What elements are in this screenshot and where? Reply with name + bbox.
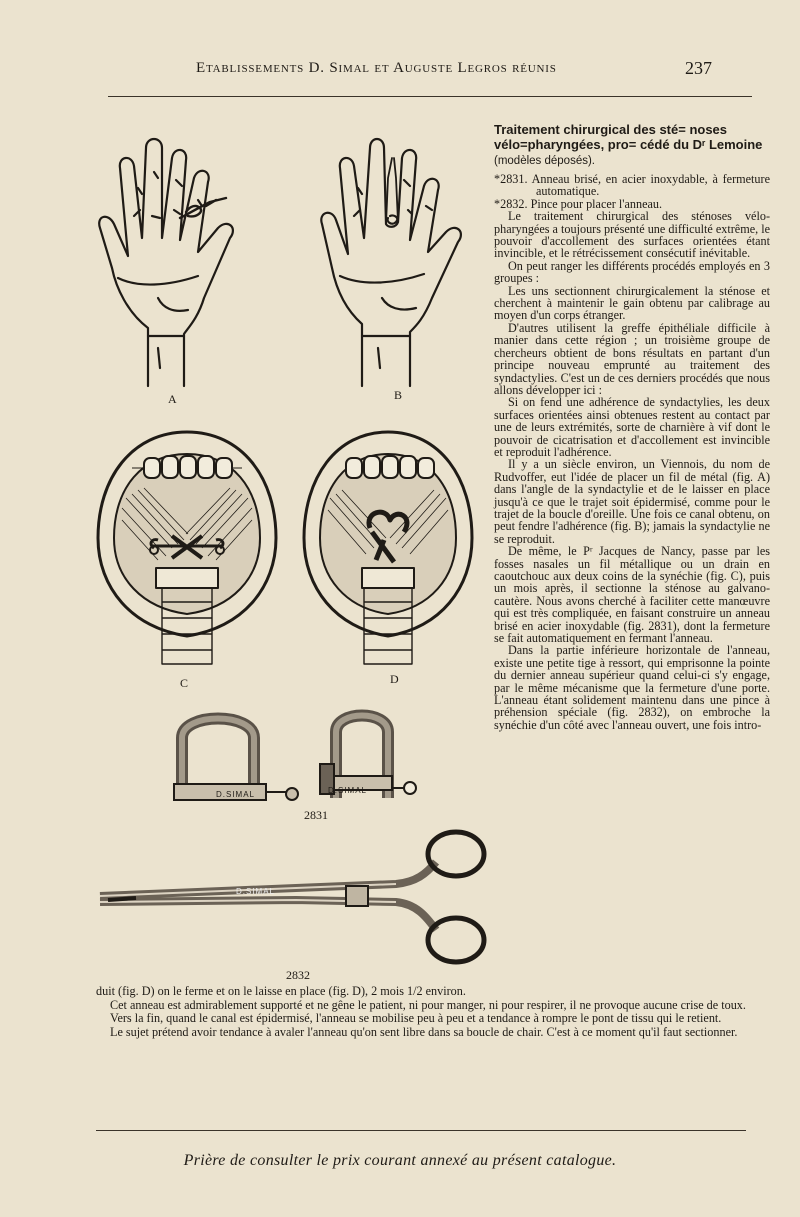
item-2832: *2832. Pince pour placer l'anneau. (494, 196, 663, 211)
right-column (494, 122, 770, 731)
section-subtitle: (modèles déposés). (494, 155, 595, 167)
figure-label-2831: 2831 (304, 808, 328, 822)
paragraph-6: Il y a un siècle environ, un Viennois, du nom de Rudvoffer, eut l'idée de placer un fil de métal (fig. A) dans l'angle de la syndactylie et de le laisser en place jusqu'à ce que le trajet soit épidermisé, comme pour le trajet de la boucle d'oreille. Une fois ce canal obtenu, on peut fendre l'adhérence (fig. B); jamais la syndactylie ne se reproduit. (494, 457, 770, 546)
figure-label-d: D (390, 672, 399, 686)
item-2831: *2831. Anneau brisé, en acier inoxydable, à fermeture automatique. (494, 172, 770, 199)
figure-label-2832: 2832 (286, 968, 310, 982)
figure-2831-ring (170, 704, 420, 822)
header-title: Etablissements D. Simal et Auguste Legros réunis (196, 60, 557, 76)
bottom-paragraph-2: Cet anneau est admirablement supporté et ne gêne le patient, ni pour manger, ni pour respirer, il ne provoque aucune crise de toux. (110, 997, 746, 1012)
paragraph-3: Les uns sectionnent chirurgicalement la sténose et cherchent à maintenir le gain obtenu par calibrage au moyen d'un corps étranger. (494, 283, 770, 323)
bottom-text (96, 985, 756, 1039)
brand-stamp-3: D.SIMAL (236, 887, 276, 896)
figure-a-hand-wire (88, 128, 258, 406)
brand-stamp-2: D.SIMAL (328, 786, 368, 795)
paragraph-7: De même, le Pʳ Jacques de Nancy, passe par les fosses nasales un fil métallique ou un drain en caoutchouc aux deux coins de la synéchie (fig. C), puis un mois après, il sectionne la sténose au galvano-cautère. Nous avons cherché à faciliter cette manœuvre qui est très compliquée, en faisant construire un anneau brisé en acier inoxydable (fig. 2831), dont la fermeture se fait automatiquement en fermant l'anneau. (494, 544, 770, 646)
figure-label-a: A (168, 392, 177, 406)
page-number: 237 (685, 58, 712, 78)
section-title: Traitement chirurgical des sté= noses vélo=pharyngées, pro= cédé du Dʳ Lemoine (modèles déposés). (494, 122, 763, 167)
paragraph-1: Le traitement chirurgical des sténoses vélo-pharyngées a toujours présenté une difficulté extrême, le pouvoir d'accollement des surfaces orientées étant invincible, et le rétrécissement consécutif inévitable. (494, 209, 770, 261)
figure-2832-forceps (96, 826, 488, 982)
figure-label-c: C (180, 676, 189, 690)
bottom-paragraph-3: Vers la fin, quand le canal est épidermisé, l'anneau se mobilise peu à peu et a tendance à rompre le pont de tissu qui le retient. (110, 1011, 722, 1026)
brand-stamp-1: D.SIMAL (216, 790, 256, 799)
bottom-paragraph-4: Le sujet prétend avoir tendance à avaler l'anneau qu'on sent libre dans sa boucle de chair. C'est à ce moment qu'il faut sectionner. (110, 1024, 738, 1039)
page-header (196, 60, 716, 90)
figure-b-hand-split (312, 128, 482, 402)
figure-label-b: B (394, 388, 403, 402)
footer-note: Prière de consulter le prix courant annexé au présent catalogue. (183, 1152, 617, 1169)
paragraph-4: D'autres utilisent la greffe épithéliale difficile à manier dans cette région ; un troisième groupe de chercheurs obtient de bons résultats en partant d'un principe nouveau emprunté au traitement des syndactylies. C'est un de ces derniers procédés que nous allons développer ici : (494, 320, 770, 397)
header-rule (108, 96, 752, 97)
figure-c-mouth-wire (92, 428, 282, 690)
paragraph-8: Dans la partie inférieure horizontale de l'anneau, existe une petite tige à ressort, qui emprisonne la pointe du dernier anneau supérieur quand celui-ci s'y engage, par le même mécanisme que la fermeture d'une porte. L'anneau étant solidement maintenu dans une pince à préhension spéciale (fig. 2832), on embroche la synéchie d'un côté avec l'anneau ouvert, une fois intro- (494, 643, 770, 732)
paragraph-2: On peut ranger les différents procédés employés en 3 groupes : (494, 258, 770, 286)
figure-d-mouth-ring (300, 428, 476, 686)
footer-rule (96, 1130, 746, 1131)
paragraph-5: Si on fend une adhérence de syndactylies, les deux surfaces orientées ainsi obtenues restent au contact par une de leurs extrémités, sorte de charnière à vif dont le pouvoir de cicatrisation et d'accollement est invincible et reproduit l'adhérence. (494, 395, 770, 459)
bottom-paragraph-1: duit (fig. D) on le ferme et on le laisse en place (fig. D), 2 mois 1/2 environ. (96, 984, 466, 998)
